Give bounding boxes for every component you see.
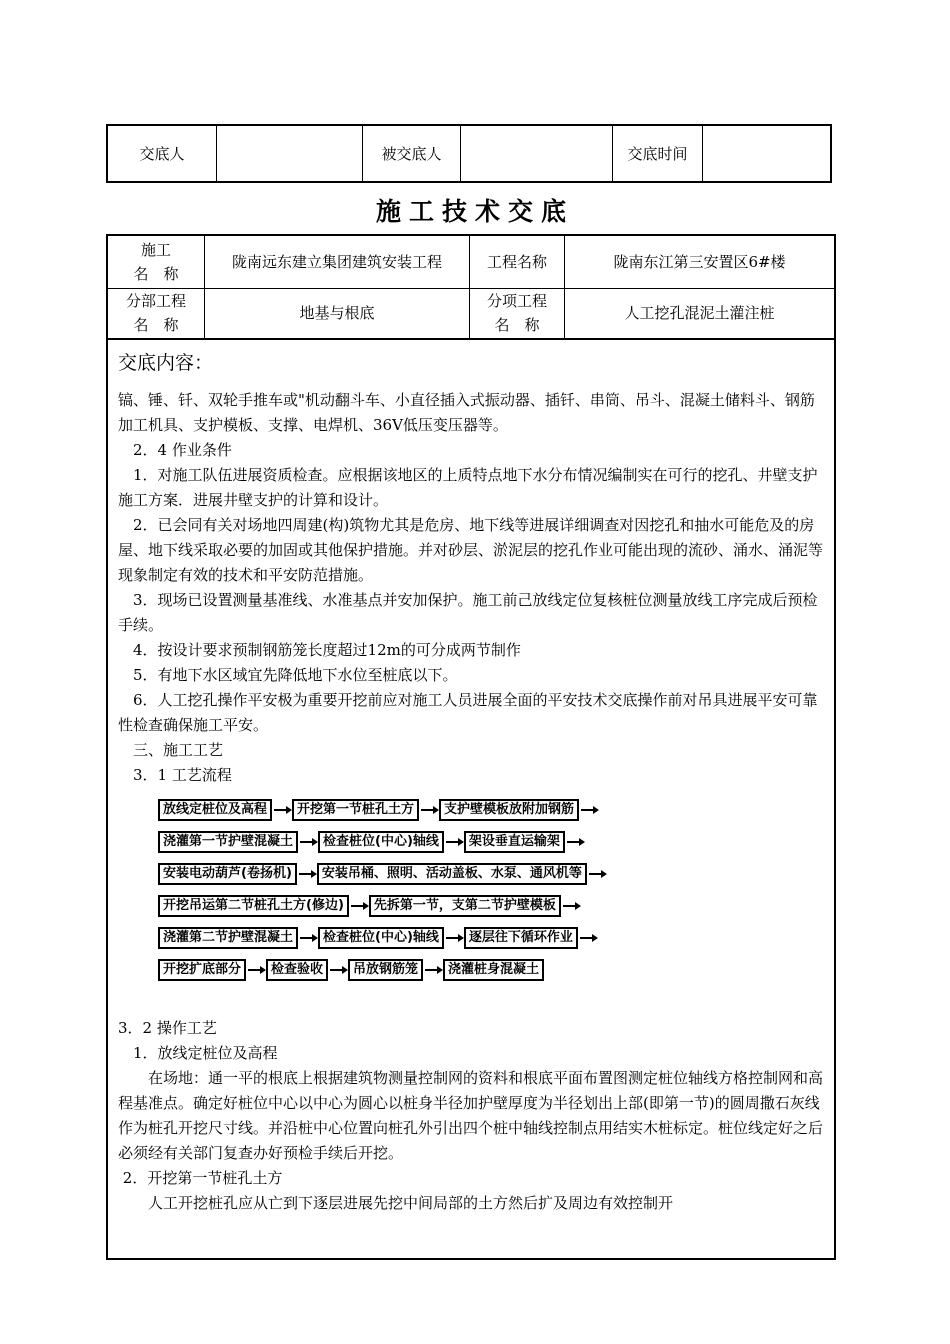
subitem-value: 人工挖孔混泥土灌注桩 <box>565 288 835 338</box>
paragraph: 3．2 操作工艺 <box>118 1018 217 1037</box>
content-top <box>118 388 824 788</box>
content-bottom <box>118 1016 824 1216</box>
project-info-table <box>108 236 834 339</box>
paragraph: 人工开挖桩孔应从亡到下逐层进展先挖中间局部的土方然后扩及周边有效控制开 <box>118 1193 674 1212</box>
paragraph: 3．1 工艺流程 <box>118 765 232 784</box>
arrow-icon <box>589 873 605 875</box>
flow-row <box>158 890 824 922</box>
flow-step: 浇灌第二节护壁混凝土 <box>158 927 298 949</box>
project-name-value: 陇南东江第三安置区6#楼 <box>565 236 835 288</box>
paragraph: 在场地：通一平的根底上根据建筑物测量控制网的资料和根底平面布置图测定桩位轴线方格控制网和高程基准点。确定好桩位中心以中心为圆心以桩身半径加护壁厚度为半径划出上部(即第一节)的圆周撒石灰线作为桩孔开挖尺寸线。并沿桩中心位置向桩孔外引出四个桩中轴线控制点用结实木桩标定。桩位线定好之后必须经有关部门复查办好预检手续后开挖。 <box>118 1068 824 1162</box>
flow-step: 支护壁模板放附加钢筋 <box>439 799 579 821</box>
arrow-icon <box>446 841 462 843</box>
arrow-icon <box>299 873 315 875</box>
arrow-icon <box>446 937 462 939</box>
flow-step: 安装吊桶、照明、活动盖板、水泵、通风机等 <box>317 863 587 885</box>
discloser-label: 交底人 <box>107 125 217 182</box>
discloser-value <box>217 125 363 182</box>
content-heading: 交底内容： <box>118 351 214 374</box>
paragraph: 3．现场已设置测量基准线、水准基点并安加保护。施工前己放线定位复核桩位测量放线工序完成后预检手续。 <box>118 590 818 634</box>
arrow-icon <box>425 969 441 971</box>
project-name-label: 工程名称 <box>470 236 565 288</box>
document-title: 施工技术交底 <box>375 197 574 226</box>
arrow-icon <box>300 937 316 939</box>
arrow-icon <box>563 905 579 907</box>
paragraph: 5．有地下水区域宜先降低地下水位至桩底以下。 <box>118 665 458 684</box>
sign-off-table <box>106 124 832 183</box>
flow-step: 安装电动葫芦(卷扬机) <box>158 863 297 885</box>
flow-row <box>158 826 824 858</box>
paragraph: 2．开挖第一节桩孔土方 <box>118 1168 283 1187</box>
flow-step: 开挖第一节桩孔土方 <box>292 799 419 821</box>
time-label: 交底时间 <box>613 125 703 182</box>
arrow-icon <box>580 937 596 939</box>
arrow-icon <box>567 841 583 843</box>
flow-step: 架设垂直运输架 <box>464 831 565 853</box>
receiver-label: 被交底人 <box>363 125 461 182</box>
disclosure-form <box>106 234 836 1260</box>
paragraph: 6．人工挖孔操作平安极为重要开挖前应对施工人员进展全面的平安技术交底操作前对吊具进展平安可靠性检查确保施工平安。 <box>118 690 818 734</box>
flow-step: 浇灌桩身混凝土 <box>443 959 544 981</box>
arrow-icon <box>330 969 346 971</box>
construction-unit-value: 陇南远东建立集团建筑安装工程 <box>205 236 470 288</box>
flow-row <box>158 922 824 954</box>
flow-step: 浇灌第一节护壁混凝土 <box>158 831 298 853</box>
paragraph: 三、施工工艺 <box>118 740 224 759</box>
division-label: 分部工程 名 称 <box>108 288 205 338</box>
subitem-label: 分项工程 名 称 <box>470 288 565 338</box>
division-value: 地基与根底 <box>205 288 470 338</box>
arrow-icon <box>274 809 290 811</box>
flow-step: 开挖吊运第二节桩孔土方(修边) <box>158 895 349 917</box>
flow-step: 逐层往下循环作业 <box>464 927 578 949</box>
paragraph: 镐、锤、钎、双轮手推车或"机动翻斗车、小直径插入式振动器、插钎、串筒、吊斗、混凝土储料斗、钢筋加工机具、支护模板、支撑、电焊机、36V低压变压器等。 <box>118 390 815 434</box>
arrow-icon <box>581 809 597 811</box>
paragraph: 1．放线定桩位及高程 <box>118 1043 278 1062</box>
flow-step: 检查桩位(中心)轴线 <box>318 927 444 949</box>
arrow-icon <box>248 969 264 971</box>
disclosure-content <box>108 339 834 1258</box>
time-value <box>703 125 832 182</box>
flow-step: 先拆第一节，支第二节护壁模板 <box>369 895 561 917</box>
flow-step: 开挖扩底部分 <box>158 959 246 981</box>
flow-step: 检查验收 <box>266 959 328 981</box>
flow-row <box>158 954 824 986</box>
paragraph: 2．4 作业条件 <box>118 440 232 459</box>
process-flowchart <box>158 794 824 1004</box>
paragraph: 4．按设计要求预制钢筋笼长度超过12m的可分成两节制作 <box>118 640 521 659</box>
flow-step: 检查桩位(中心)轴线 <box>318 831 444 853</box>
flow-row <box>158 858 824 890</box>
arrow-icon <box>300 841 316 843</box>
flow-step: 吊放钢筋笼 <box>348 959 423 981</box>
arrow-icon <box>421 809 437 811</box>
arrow-icon <box>351 905 367 907</box>
flow-row <box>158 794 824 826</box>
paragraph: 2．已会同有关对场地四周建(构)筑物尤其是危房、地下线等进展详细调查对因挖孔和抽水可能危及的房屋、地下线采取必要的加固或其他保护措施。并对砂层、淤泥层的挖孔作业可能出现的流砂、涌水、涌泥等现象制定有效的技术和平安防范措施。 <box>118 515 824 584</box>
paragraph: 1．对施工队伍进展资质检查。应根据该地区的上质特点地下水分布情况编制实在可行的挖孔、井壁支护施工方案．进展井壁支护的计算和设计。 <box>118 465 818 509</box>
receiver-value <box>461 125 613 182</box>
construction-unit-label: 施工 名 称 <box>108 236 205 288</box>
flow-step: 放线定桩位及高程 <box>158 799 272 821</box>
